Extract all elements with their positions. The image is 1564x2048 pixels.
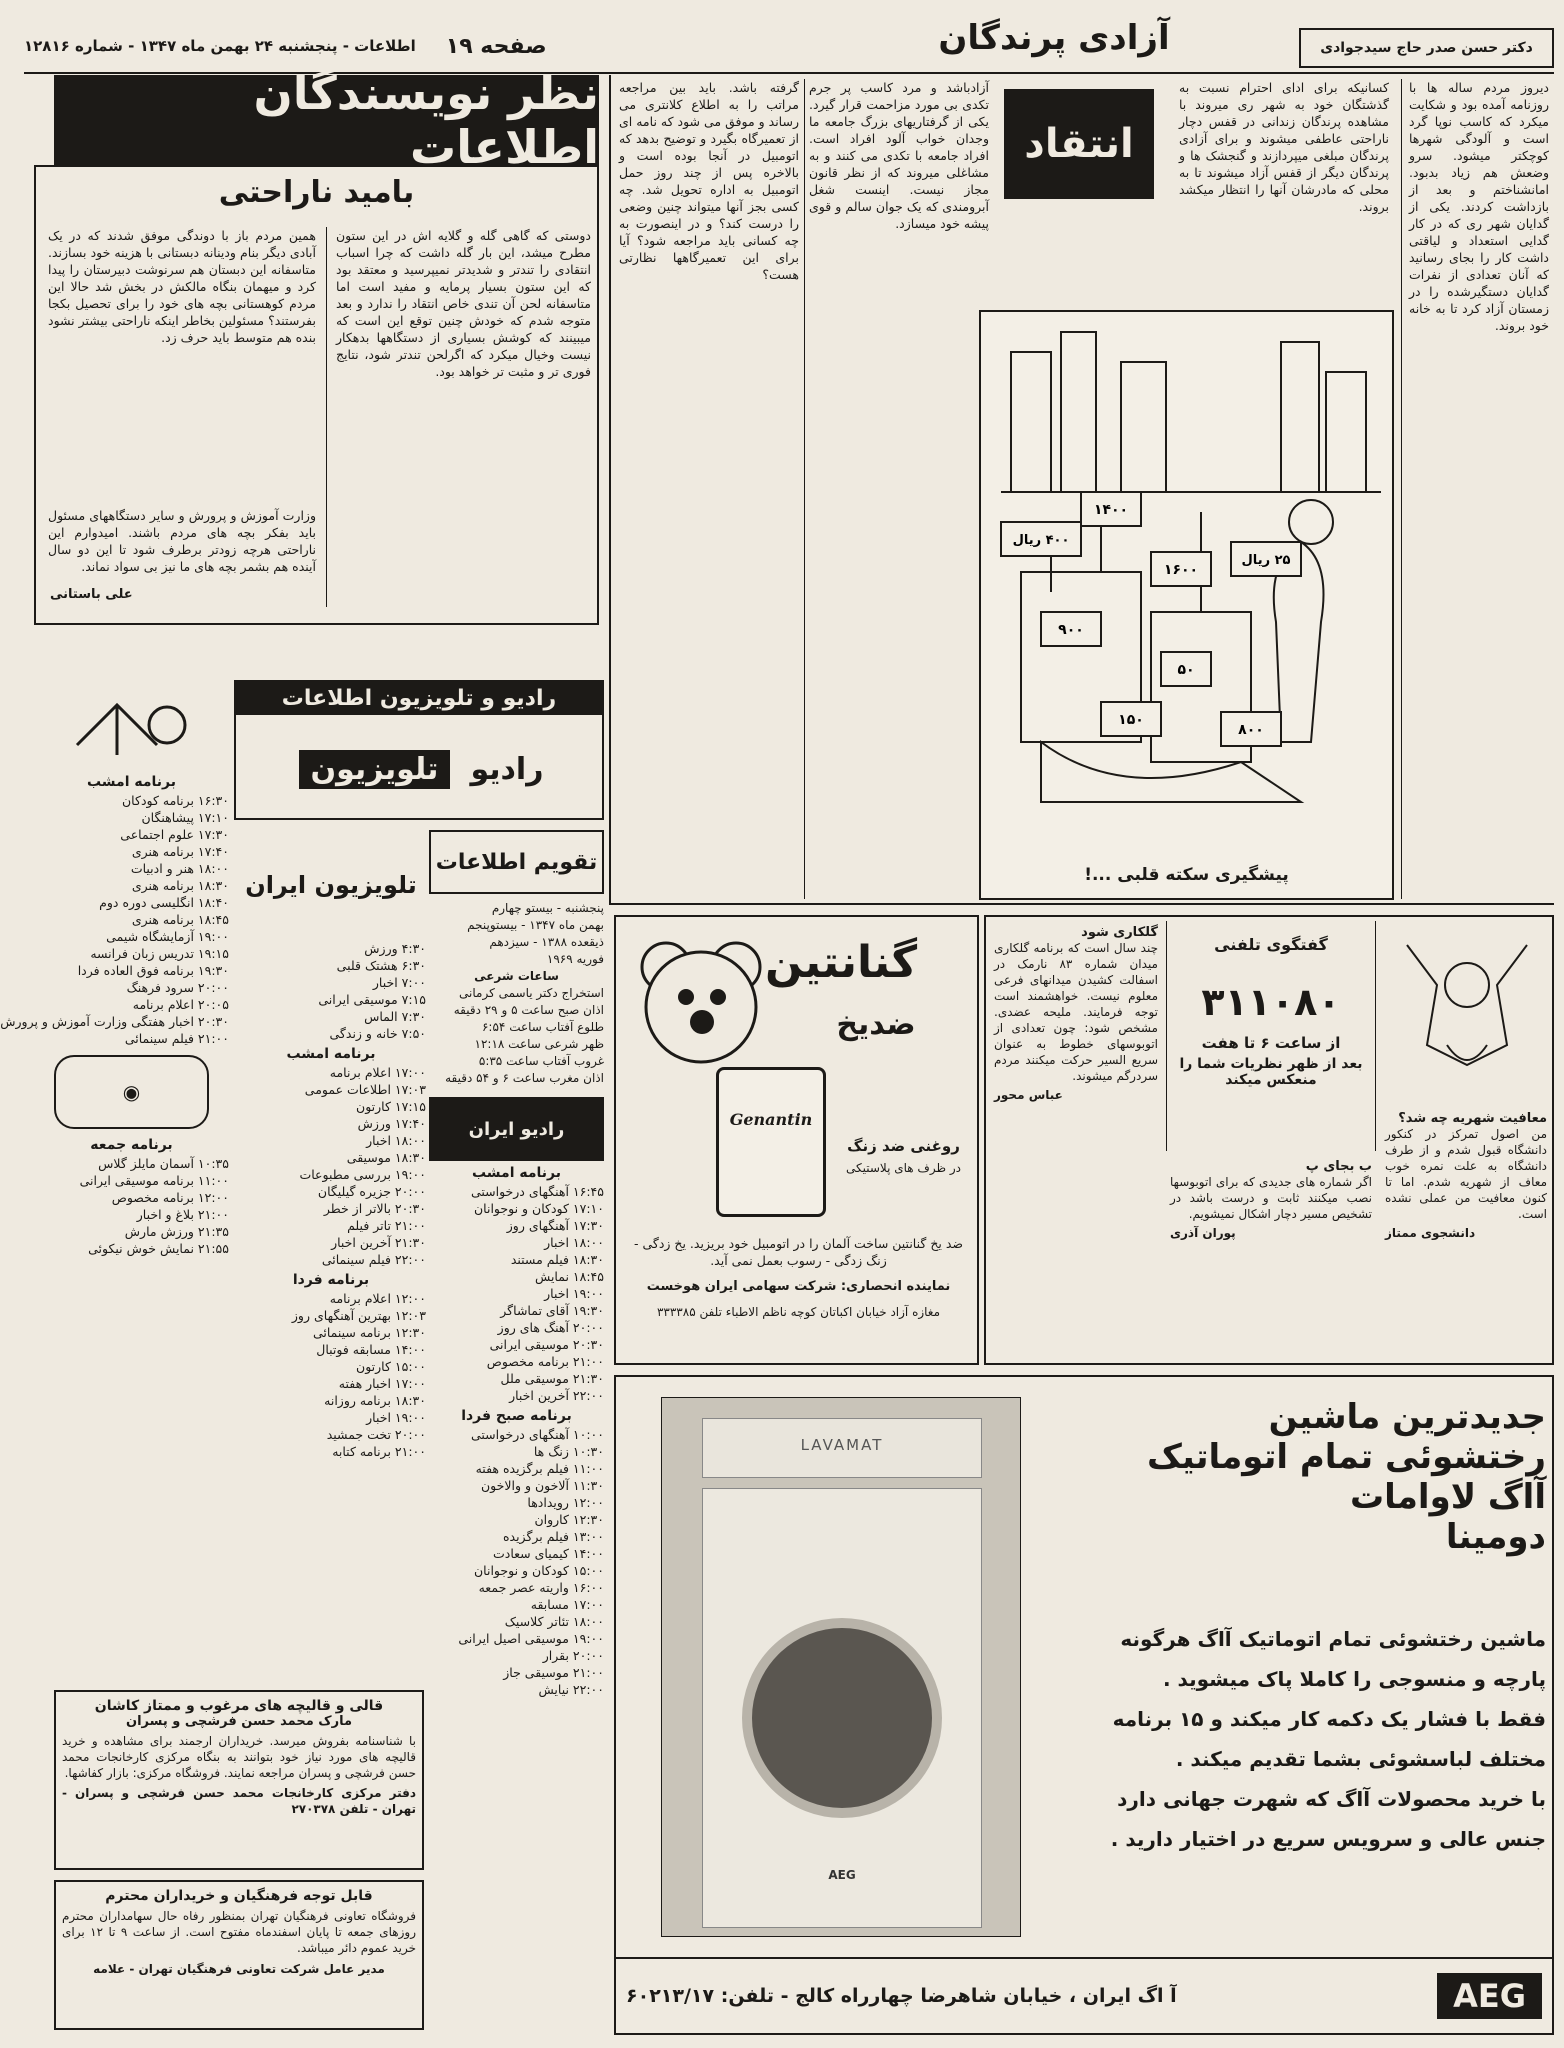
genanine-body: ضد یخ گنانتین ساخت آلمان را در اتومبیل خود بریزید. یخ زدگی - زنگ زدگی - رسوب بعمل نمی آید.: [633, 1236, 964, 1268]
friday-program-list: [34, 1155, 229, 1257]
aeg-logo: AEG: [1437, 1973, 1542, 2019]
radio-iran-logo: رادیو ایران: [429, 1097, 604, 1161]
note-signature: پوران آذری: [1170, 1226, 1236, 1240]
aeg-headline: جدیدترین ماشین رختشوئی تمام اتوماتیک آاگ لاوامات دومینا: [1147, 1397, 1546, 1557]
cartoon-label: ۵۰: [1177, 662, 1195, 678]
article-hope: [34, 165, 599, 625]
program-item: ۱۹:۰۰ اخبار: [366, 1410, 426, 1425]
tv-iran-list: [236, 1064, 426, 1268]
phone-label: گفتگوی تلفنی: [1214, 935, 1328, 954]
program-item: ۲۱:۵۵ نمایش خوش نیکوئی: [88, 1241, 229, 1256]
program-item: ۱۲:۰۰ برنامه مخصوص: [111, 1190, 229, 1205]
page-info: [24, 26, 584, 66]
program-item: ۲۲:۰۰ نیایش: [538, 1682, 604, 1697]
tv-iran-tomorrow: [236, 1290, 426, 1460]
program-item: ۱۷:۰۳ اطلاعات عمومی: [304, 1082, 426, 1097]
radio-program-logo: [34, 680, 229, 770]
birds-article: [609, 75, 1554, 905]
ad-banner: رادیو و تلویزیون اطلاعات: [236, 682, 602, 715]
calendar-lines: پنجشنبه - بیستو چهارم بهمن ماه ۱۳۴۷ - بیستوپنجم ذیقعده ۱۳۸۸ - سیزدهم فوریه ۱۹۶۹ ساعات شرعی استخراج دکتر یاسمی کرمانی اذان صبح ساعت ۵ و ۲۹ دقیقه طلوع آفتاب ساعت ۶:۵۴ ظهر شرعی ساعت ۱۲:۱۸ غروب آفتاب ساعت ۵:۳۵ اذان مغرب ساعت ۶ و ۵۴ دقیقه: [445, 901, 604, 1085]
tv-america-logo: ◉: [54, 1055, 209, 1129]
genanine-address: مغازه آزاد خیابان اکباتان کوچه ناظم الاطباء تلفن ۳۳۳۳۸۵: [656, 1305, 941, 1319]
program-item: ۱۹:۳۰ برنامه فوق العاده فردا: [77, 963, 229, 978]
aeg-address: آ اگ ایران ، خیابان شاهرضا چهارراه کالج - تلفن: ۶۰۲۱۳/۱۷: [626, 1985, 1177, 2007]
cartoon-label: ۴۰۰ ریال: [1012, 533, 1070, 548]
cartoon-label: ۸۰۰: [1238, 722, 1264, 738]
program-item: ۲۰:۳۰ اخبار هفتگی وزارت آموزش و پرورش: [0, 1014, 229, 1029]
program-item: ۲۰:۰۰ بقرار: [542, 1648, 604, 1663]
program-item: ۱۶:۰۰ واریته عصر جمعه: [478, 1580, 604, 1595]
program-item: ۱۱:۰۰ فیلم برگزیده هفته: [475, 1461, 604, 1476]
program-item: ۱۲:۰۰ اعلام برنامه: [329, 1291, 426, 1306]
cartoon-label: ۲۵ ریال: [1241, 553, 1291, 568]
program-item: ۱۸:۰۰ اخبار: [366, 1133, 426, 1148]
program-item: ۱۹:۰۰ اخبار: [544, 1286, 604, 1301]
program-item: ۱۷:۴۰ برنامه هنری: [131, 844, 229, 859]
article-col-right: دوستی که گاهی گله و گلایه اش در این ستون مطرح میشد، این بار گله داشت که چرا اسباب انتقادی را تندتر و شدیدتر نمیپرسید و معتقد بود که این ستون بسیار پرمایه و مفید است اما متاسفانه لحن آن تندی خاص انتقاد را ندارد و بعد متوجه شدم که خودش چنین توقع این است که میبینند که کوشش بسیاری از دستگاهها بدهکار نیست وخیال میکرد که اگرلحن تندتر شود، نتایج فوری تر و مثبت تر خواهد بود.: [336, 228, 591, 379]
program-item: ۱۳:۰۰ فیلم برگزیده: [502, 1529, 604, 1544]
program-item: ۱۷:۱۵ کارتون: [356, 1099, 426, 1114]
can-label: Genantin: [729, 1110, 813, 1129]
program-item: ۲۱:۳۰ آخرین اخبار: [331, 1235, 426, 1250]
genanine-can: [716, 1067, 826, 1217]
cartoon-label: ۱۶۰۰: [1163, 562, 1199, 578]
program-item: ۱۱:۰۰ برنامه موسیقی ایرانی: [79, 1173, 229, 1188]
note-body: من اصول تمرکز در کنکور دانشگاه قبول شدم و از طرف دانشگاه به علت نمره خوب معاف از شهریه شدم. اما تا کنون معافیت من عملی نشده است.: [1385, 1127, 1547, 1221]
program-item: ۱۸:۰۰ هنر و ادبیات: [130, 861, 229, 876]
machine-label: LAVAMAT: [800, 1436, 884, 1454]
program-item: ۱۶:۳۰ برنامه کودکان: [122, 793, 229, 808]
genanine-tag: ضدیخ: [836, 1007, 916, 1042]
program-item: ۱۲:۳۰ برنامه سینمائی: [312, 1325, 426, 1340]
program-item: ۱۷:۱۰ کودکان و نوجوانان: [473, 1201, 604, 1216]
program-item: ۱۸:۳۰ موسیقی: [346, 1150, 426, 1165]
section-title: آزادی پرندگان: [938, 18, 1170, 58]
note-signature: دانشجوی ممتاز: [1385, 1226, 1476, 1240]
program-item: ۱۷:۱۰ پیشاهنگان: [141, 810, 229, 825]
note-signature: عباس محور: [994, 1088, 1063, 1102]
machine-badge: AEG: [828, 1868, 856, 1882]
program-item: ۲۰:۰۰ آهنگ های روز: [497, 1320, 604, 1335]
reader-notes-panel: [984, 915, 1554, 1365]
program-item: ۱۸:۴۰ انگلیسی دوره دوم: [99, 895, 229, 910]
aeg-bullets: ماشین رختشوئی تمام اتوماتیک آاگ هرگونه پارچه و منسوجی را کاملا پاک میشوید . فقط با فشار یک دکمه کار میکند و ۱۵ برنامه مختلف لباسشوئی بشما تقدیم میکند . با خرید محصولات آاگ که شهرت جهانی دارد جنس عالی و سرویس سریع در اختیار دارید .: [1110, 1627, 1546, 1851]
program-item: ۱۴:۰۰ مسابقه فوتبال: [316, 1342, 426, 1357]
author-box: دکتر حسن صدر حاج سیدجوادی: [1299, 28, 1554, 68]
article-title: بامید ناراحتی: [218, 175, 415, 210]
program-item: ۲۰:۳۰ موسیقی ایرانی: [489, 1337, 604, 1352]
program-item: ۱۹:۱۵ تدریس زبان فرانسه: [90, 946, 229, 961]
reader-note-2: [990, 921, 1162, 1361]
tv-iran-list-top: [236, 940, 426, 1042]
reader-note-3: [1166, 1155, 1376, 1361]
phone-number: ۳۱۱۰۸۰: [1201, 980, 1341, 1024]
enteghad-title: انتقاد: [1024, 121, 1134, 167]
program-item: ۶:۳۰ هشتک قلبی: [336, 958, 426, 973]
calendar-title: تقویم اطلاعات: [429, 830, 604, 894]
program-item: ۷:۵۰ خانه و زندگی: [329, 1026, 426, 1041]
cartoon-illustration: [981, 312, 1392, 857]
birds-col-4: گرفته باشد. باید بین مراجعه مراتب را به اطلاع کلانتری می رساند و موفق می شود که نامه ای از تعمیرگاه بگیرد و توضیح بدهد که اتومبیل در آنجا بوده است و بالاخره پس از چند روز حمل اتومبیل به اداره تحویل شد. چه کسی بجز آنها میتواند چنین وضعی را درست کند؟ و در اینصورت به چه کسانی باید مراجعه شود؟ آیا برای این تعمیرگاهها نظارتی هست؟: [619, 80, 799, 282]
program-item: ۲۱:۰۰ فیلم سینمائی: [124, 1031, 229, 1046]
birds-col-2: کسانیکه برای ادای احترام نسبت به گذشتگان خود به شهر ری میروند با مشاهده پرندگان زندانی در قفس دچار ناراحتی عاطفی میشوند و برای آزادی پرندگان مبلغی میپردازند و گنجشک ها و پرندگان دیگر از قفس آزاد میشوند تا به محلی که مادرشان آنها را انتظار میکشد بروند.: [1179, 80, 1389, 214]
program-item: ۱۰:۰۰ آهنگهای درخواستی: [470, 1427, 604, 1442]
note-body: چند سال است که برنامه گلکاری میدان شماره ۸۳ نارمک در اسفالت کشیدن میدانهای فرعی معلوم نیست. خواهشمند است توجه فرمایند. ملیحه عضدی. مشخص شود: چون تعدادی از اتوبوسهای خطوط به عنوان سریع السیر حرکت میکنند مردم سردرگم میشوند.: [994, 941, 1158, 1083]
program-item: ۱۸:۰۰ تئاتر کلاسیک: [504, 1614, 604, 1629]
program-item: ۲۰:۰۰ تخت جمشید: [326, 1427, 426, 1442]
phone-box: [1166, 921, 1376, 1151]
program-item: ۲۲:۰۰ آخرین اخبار: [509, 1388, 604, 1403]
program-item: ۱۹:۳۰ آقای تماشاگر: [500, 1303, 604, 1318]
program-item: ۲۱:۰۰ برنامه مخصوص: [486, 1354, 604, 1369]
article-author: علی باستانی: [50, 587, 133, 602]
program-item: ۲۰:۰۰ سرود فرهنگ: [126, 980, 229, 995]
genanine-sub: روغنی ضد زنگ در ظرف های پلاستیکی: [846, 1137, 961, 1175]
program-item: ۱۵:۰۰ کارتون: [356, 1359, 426, 1374]
program-item: ۱۲:۳۰ کاروان: [534, 1512, 604, 1527]
program-item: ۱۷:۳۰ علوم اجتماعی: [120, 827, 229, 842]
header-strip: [24, 10, 1554, 74]
program-item: ۱۷:۰۰ اخبار هفته: [338, 1376, 426, 1391]
phone-hours: از ساعت ۶ تا هفت: [1201, 1034, 1341, 1052]
program-item: ۲۱:۰۰ برنامه کتابه: [332, 1444, 426, 1459]
program-item: ۱۸:۳۰ فیلم مستند: [510, 1252, 604, 1267]
enteghad-box: [1004, 89, 1154, 199]
program-item: ۲۰:۳۰ بالاتر از خطر: [323, 1201, 426, 1216]
ad-radio-tv: [234, 680, 604, 820]
program-item: ۱۲:۰۳ بهترین آهنگهای روز: [291, 1308, 426, 1323]
program-item: ۱۹:۰۰ موسیقی اصیل ایرانی: [458, 1631, 604, 1646]
radio-program: برنامه امشب ۱۶:۳۰ برنامه کودکان ۱۷:۱۰ پیشاهنگان ۱۷:۳۰ علوم اجتماعی ۱۷:۴۰ برنامه هنری ۱۸:۰۰ هنر و ادبیات ۱۸:۳۰ برنامه هنری ۱۸:۴۰ انگلیسی دوره دوم ۱۸:۴۵ برنامه هنری ۱۹:۰۰ آزمایشگاه شیمی ۱۹:۱۵ تدریس زبان فرانسه ۱۹:۳۰ برنامه فوق العاده فردا ۲۰:۰۰ سرود فرهنگ ۲۰:۰۵ اعلام برنامه ۲۰:۳۰ اخبار هفتگی وزارت آموزش و پرورش ۲۱:۰۰ فیلم سینمائی ◉ برنامه جمعه ۱۰:۳۵ آسمان مایلز گلاس ۱۱:۰۰ برنامه موسیقی ایرانی ۱۲:۰۰ برنامه مخصوص ۲۱:۰۰ بلاغ و اخبار ۲۱:۳۵ ورزش مارش ۲۱:۵۵ نمایش خوش نیکوئی: [34, 680, 229, 1680]
cartoon-label: ۱۴۰۰: [1093, 502, 1129, 518]
program-item: ۷:۰۰ اخبار: [372, 975, 426, 990]
cartoon-label: ۹۰۰: [1058, 622, 1084, 638]
radio-iran-list: [429, 1183, 604, 1404]
program-item: ۲۲:۰۰ فیلم سینمائی: [321, 1252, 426, 1267]
program-item: ۱۵:۰۰ کودکان و نوجوانان: [473, 1563, 604, 1578]
birds-col-3: آزادباشد و مرد کاسب پر جرم تکدی بی مورد مزاحمت قرار گیرد. یکی از گرفتاریهای بزرگ جامعه ما وجدان خواب آلود افراد است. افراد جامعه با تکدی می کنند و به مشاغلی میروند که از نظر قانون مجاز نیست. اینست شغل آبرومندی که یک جوان سالم و قوی پیشه خود میسازد.: [809, 80, 989, 231]
program-item: ۱۰:۳۵ آسمان مایلز گلاس: [98, 1156, 229, 1171]
ad-aeg: [614, 1375, 1554, 2035]
genanine-brand: گنانتین: [764, 937, 918, 988]
program-item: ۱۷:۰۰ اعلام برنامه: [329, 1065, 426, 1080]
program-item: ۱۹:۰۰ آزمایشگاه شیمی: [106, 929, 229, 944]
machine-door: [742, 1618, 942, 1818]
program-item: ۱۸:۳۰ برنامه روزانه: [324, 1393, 426, 1408]
phone-note: بعد از ظهر نظریات شما را منعکس میکند: [1179, 1056, 1363, 1088]
program-item: ۱۹:۰۰ بررسی مطبوعات: [299, 1167, 426, 1182]
program-item: ۲۱:۳۰ موسیقی ملل: [500, 1371, 604, 1386]
calendar-column: تقویم اطلاعات پنجشنبه - بیستو چهارم بهمن ماه ۱۳۴۷ - بیستوپنجم ذیقعده ۱۳۸۸ - سیزدهم فوریه ۱۹۶۹ ساعات شرعی استخراج دکتر یاسمی کرمانی اذان صبح ساعت ۵ و ۲۹ دقیقه طلوع آفتاب ساعت ۶:۵۴ ظهر شرعی ساعت ۱۲:۱۸ غروب آفتاب ساعت ۵:۳۵ اذان مغرب ساعت ۶ و ۵۴ دقیقه رادیو ایران برنامه امشب ۱۶:۴۵ آهنگهای درخواستی ۱۷:۱۰ کودکان و نوجوانان ۱۷:۳۰ آهنگهای روز ۱۸:۰۰ اخبار ۱۸:۳۰ فیلم مستند ۱۸:۴۵ نمایش ۱۹:۰۰ اخبار ۱۹:۳۰ آقای تماشاگر ۲۰:۰۰ آهنگ های روز ۲۰:۳۰ موسیقی ایرانی ۲۱:۰۰ برنامه مخصوص ۲۱:۳۰ موسیقی ملل ۲۲:۰۰ آخرین اخبار برنامه صبح فردا ۱۰:۰۰ آهنگهای درخواستی ۱۰:۳۰ زنگ ها ۱۱:۰۰ فیلم برگزیده هفته ۱۱:۳۰ آلاخون و والاخون ۱۲:۰۰ رویدادها ۱۲:۳۰ کاروان ۱۳:۰۰ فیلم برگزیده ۱۴:۰۰ کیمیای سعادت ۱۵:۰۰ کودکان و نوجوانان ۱۶:۰۰ واریته عصر جمعه ۱۷:۰۰ مسابقه ۱۸:۰۰ تئاتر کلاسیک ۱۹:۰۰ موسیقی اصیل ایرانی ۲۰:۰۰ بقرار ۲۱:۰۰ موسیقی جاز ۲۲:۰۰ نیایش: [429, 830, 604, 2020]
program-item: ۱۸:۰۰ اخبار: [544, 1235, 604, 1250]
note-title: ب بجای پ: [1305, 1159, 1372, 1174]
note-body: اگر شماره های جدیدی که برای اتوبوسها نصب میکنند ثابت و درست باشد در تشخیص مسیر دچار اشکال نمیشویم.: [1170, 1175, 1372, 1221]
program-item: ۲۱:۰۰ تاتر فیلم: [347, 1218, 426, 1233]
radio-iran-morning: [429, 1426, 604, 1698]
aeg-washing-machine: [661, 1397, 1021, 1937]
notice-coop: قابل توجه فرهنگیان و خریداران محترم فروشگاه تعاونی فرهنگیان تهران بمنظور رفاه حال سهامداران محترم روزهای جمعه تا پایان اسفندماه مفتوح است. از ساعت ۹ تا ۱۲ برای خرید عموم دائر میباشد. مدیر عامل شرکت تعاونی فرهنگیان تهران - علامه: [54, 1880, 424, 2030]
note-title: معافیت شهریه چه شد؟: [1398, 1111, 1547, 1126]
program-item: ۲۰:۰۰ جزیره گیلیگان: [317, 1184, 426, 1199]
program-item: ۷:۱۵ موسیقی ایرانی: [318, 992, 426, 1007]
program-item: ۱۷:۳۰ آهنگهای روز: [506, 1218, 604, 1233]
program-item: ۱۸:۳۰ برنامه هنری: [131, 878, 229, 893]
article-col-far-left: وزارت آموزش و پرورش و سایر دستگاههای مسئول باید بفکر بچه های مردم باشند. امیدوارم این ناراحتی هرچه زودتر برطرف شود تا این دو سال آینده هم بشمر بچه های ما نیز بی سواد نماند.: [48, 508, 316, 574]
ad-carpet: قالی و قالیچه های مرغوب و ممتاز کاشان مارک محمد حسن فرشچی و پسران با شناسنامه بفروش میرسد. خریداران ارجمند برای مشاهده و خرید قالیچه های مورد نیاز خود بتوانند به بنگاه مرکزی کارخانجات محمد حسن فرشچی و پسران مراجعه نمایند. فروشگاه مرکزی: بازار کفاشها. دفتر مرکزی کارخانجات محمد حسن فرشچی و پسران - تهران - تلفن ۲۷۰۳۷۸: [54, 1690, 424, 1870]
tv-iran: تلویزیون ایران ۴:۳۰ ورزش ۶:۳۰ هشتک قلبی ۷:۰۰ اخبار ۷:۱۵ موسیقی ایرانی ۷:۳۰ الماس ۷:۵۰ خانه و زندگی برنامه امشب ۱۷:۰۰ اعلام برنامه ۱۷:۰۳ اطلاعات عمومی ۱۷:۱۵ کارتون ۱۷:۴۰ ورزش ۱۸:۰۰ اخبار ۱۸:۳۰ موسیقی ۱۹:۰۰ بررسی مطبوعات ۲۰:۰۰ جزیره گیلیگان ۲۰:۳۰ بالاتر از خطر ۲۱:۰۰ تاتر فیلم ۲۱:۳۰ آخرین اخبار ۲۲:۰۰ فیلم سینمائی برنامه فردا ۱۲:۰۰ اعلام برنامه ۱۲:۰۳ بهترین آهنگهای روز ۱۲:۳۰ برنامه سینمائی ۱۴:۰۰ مسابقه فوتبال ۱۵:۰۰ کارتون ۱۷:۰۰ اخبار هفته ۱۸:۳۰ برنامه روزانه ۱۹:۰۰ اخبار ۲۰:۰۰ تخت جمشید ۲۱:۰۰ برنامه کتابه: [236, 830, 426, 1630]
paper-info: اطلاعات - پنجشنبه ۲۴ بهمن ماه ۱۳۴۷ - شماره ۱۲۸۱۶: [24, 37, 416, 55]
note-title: گلکاری شود: [1081, 925, 1158, 940]
reader-note-1: [1381, 921, 1551, 1361]
program-item: ۲۰:۰۵ اعلام برنامه: [132, 997, 229, 1012]
ad-genanine: [614, 915, 979, 1365]
program-item: ۲۱:۰۰ موسیقی جاز: [503, 1665, 604, 1680]
program-item: ۷:۳۰ الماس: [364, 1009, 426, 1024]
page-label: صفحه ۱۹: [445, 33, 547, 59]
cartoon-caption: پیشگیری سکته قلبی ...!: [1084, 865, 1289, 885]
tv-iran-logo: تلویزیون ایران: [245, 871, 417, 899]
program-item: ۱۸:۴۵ برنامه هنری: [131, 912, 229, 927]
program-item: ۱۱:۳۰ آلاخون و والاخون: [480, 1478, 604, 1493]
program-item: ۲۱:۳۵ ورزش مارش: [124, 1224, 229, 1239]
article-col-left: همین مردم باز با دوندگی موفق شدند که در یک آبادی دیگر بنام ودینانه دبستانی با هزینه خود بسازند. متاسفانه این دبستان هم سرنوشت دبیرستان را پیدا کرد و میهمان بنگاه مالکش در بخش شد حالا این مردم کوهستانی بچه های خود را برای تحصیل بکجا بفرستند؟ مسئولین بخاطر اینکه ناراحتی بیشتر نشود بنده هم متوسط باید حرف زد.: [48, 228, 316, 345]
section-banner: نظر نویسندگان اطلاعات: [54, 75, 599, 165]
aeg-footer: [616, 1957, 1552, 2033]
program-item: ۱۷:۴۰ ورزش: [357, 1116, 426, 1131]
program-item: ۱۲:۰۰ رویدادها: [527, 1495, 604, 1510]
genanine-agent: نماینده انحصاری: شرکت سهامی ایران هوخست: [646, 1279, 951, 1294]
cartoon-box: [979, 310, 1394, 900]
cartoon-label: ۱۵۰: [1118, 712, 1144, 728]
program-item: ۱۰:۳۰ زنگ ها: [533, 1444, 604, 1459]
genanine-bear-icon: [626, 927, 776, 1077]
ad-radio-brand: رادیو تلویزیون: [256, 732, 586, 807]
birds-col-1: دیروز مردم ساله ها با روزنامه آمده بود و شکایت میکرد که کاسب نوپا گرد است و آلودگی شهرها کوچکتر میشود. سرو وضعش هم زیاد بدبود. امانشناختم و بعد از بازداشت کردند. یکی از گدایان شهر ری که در کار گدایی استعداد و لیاقتی داشت کار را بجای رسانید که آنان تعدادی از نفرات گدایان دستگیرشده را در زمستان آزاد کرد تا به خانه خود بروند.: [1409, 80, 1549, 333]
program-item: ۴:۳۰ ورزش: [364, 941, 426, 956]
program-item: ۲۱:۰۰ بلاغ و اخبار: [136, 1207, 229, 1222]
program-item: ۱۷:۰۰ مسابقه: [530, 1597, 604, 1612]
program-item: ۱۸:۴۵ نمایش: [535, 1269, 604, 1284]
program-item: ۱۴:۰۰ کیمیای سعادت: [493, 1546, 604, 1561]
program-item: ۱۶:۴۵ آهنگهای درخواستی: [470, 1184, 604, 1199]
birds-icon: [1387, 925, 1547, 1105]
